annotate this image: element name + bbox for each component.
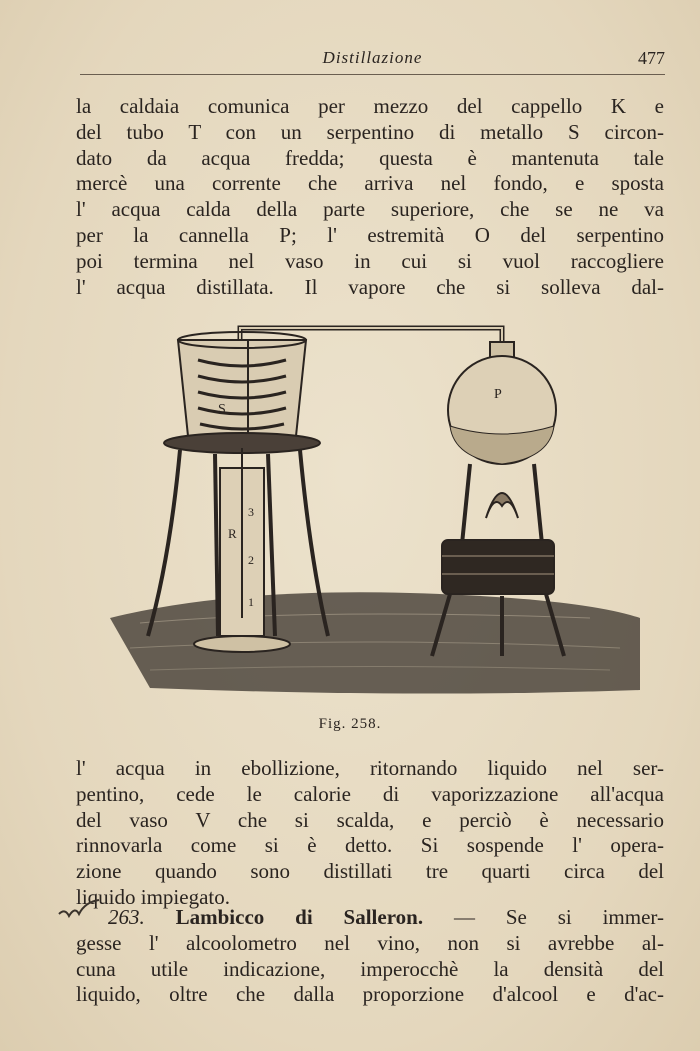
tick-1: 1	[248, 595, 254, 609]
condenser-vessel	[164, 332, 320, 453]
label-p: P	[494, 387, 502, 402]
text-line: liquido impiegato.	[76, 884, 230, 909]
text-line: liquido, oltre che dalla proporzione d'alcool e d'ac-	[76, 982, 664, 1007]
text-line: zione quando sono distillati tre quarti circa del	[76, 859, 664, 884]
section-number: 263.	[108, 905, 145, 929]
running-head	[80, 44, 665, 75]
label-r: R	[228, 526, 237, 541]
section-title: Lambicco di Salleron.	[175, 905, 424, 929]
text-line: del vaso V che si scalda, e perciò è necessario	[76, 807, 664, 832]
tick-3: 3	[248, 505, 254, 519]
text-line: la caldaia comunica per mezzo del cappello K e	[76, 94, 664, 118]
text-line: l' acqua distillata. Il vapore che si solleva dal-	[76, 274, 664, 299]
section-heading-line	[76, 905, 664, 931]
running-title: Distillazione	[322, 48, 423, 67]
label-s: S	[218, 402, 226, 417]
text-line: l' acqua in ebollizione, ritornando liquido nel ser-	[76, 756, 664, 780]
text-line: dato da acqua fredda; questa è mantenuta tale	[76, 145, 664, 170]
text-line: poi termina nel vaso in cui si vuol raccogliere	[76, 248, 664, 273]
section-first-line: — Se si immer-	[423, 905, 664, 929]
figure-caption: Fig. 258.	[318, 716, 382, 732]
distillation-figure	[110, 318, 640, 698]
text-line: pentino, cede le calorie di vaporizzazione all'acqua	[76, 781, 664, 806]
tick-2: 2	[248, 553, 254, 567]
top-paragraph	[76, 94, 664, 300]
text-line: l' acqua calda della parte superiore, che se ne va	[76, 197, 664, 222]
text-line: rinnovarla come si è detto. Si sospende l' opera-	[76, 833, 664, 858]
text-line: del tubo T con un serpentino di metallo S circon-	[76, 119, 664, 144]
boiler-flask	[448, 342, 556, 464]
page-number: 477	[638, 48, 665, 68]
bottom-paragraph	[76, 756, 664, 911]
text-line: mercè una corrente che arriva nel fondo, e sposta	[76, 171, 664, 196]
section-263	[76, 905, 664, 1008]
text-line: per la cannella P; l' estremità O del serpentino	[76, 222, 664, 247]
text-line: cuna utile indicazione, imperocchè la densità del	[76, 956, 664, 981]
text-line: gesse l' alcoolometro nel vino, non si avrebbe al-	[76, 930, 664, 955]
